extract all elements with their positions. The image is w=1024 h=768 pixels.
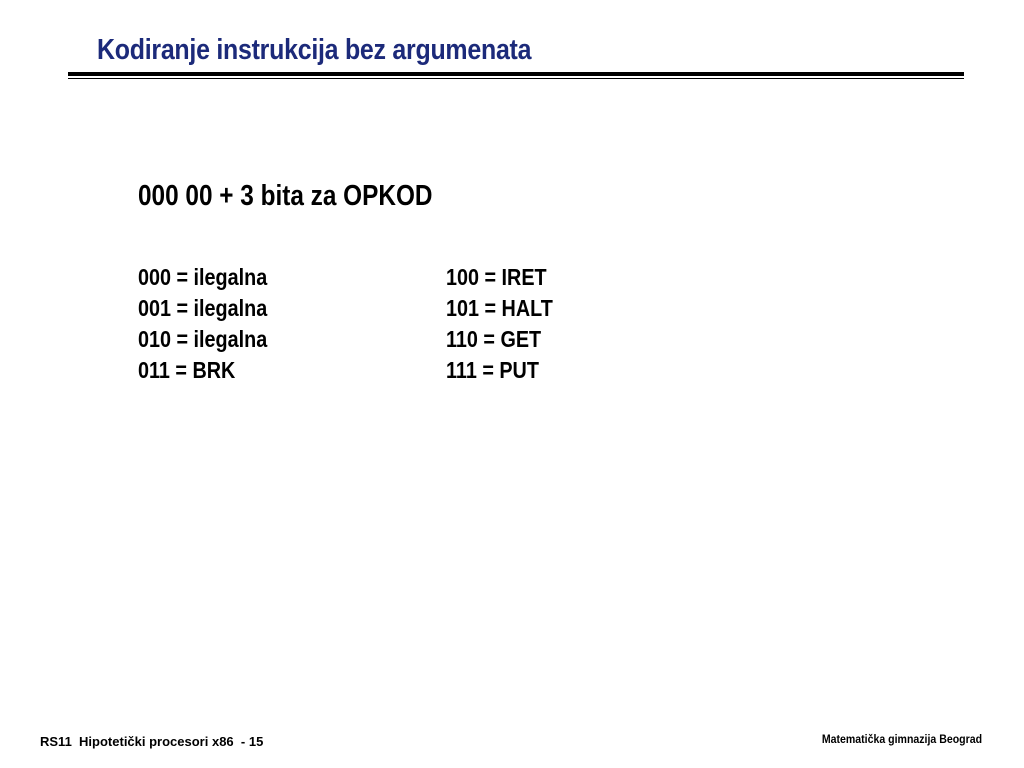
opcode-item: 101 = HALT	[446, 295, 553, 321]
opcode-heading: 000 00 + 3 bita za OPKOD	[138, 180, 433, 212]
opcode-list-right	[446, 262, 570, 386]
footer-slide-info	[40, 734, 263, 749]
footer-separator: -	[240, 734, 246, 749]
footer-school: Matematička gimnazija Beograd	[821, 732, 982, 746]
title-divider-thick	[68, 72, 964, 76]
opcode-item: 111 = PUT	[446, 357, 539, 383]
slide-title: Kodiranje instrukcija bez argumenata	[97, 34, 532, 66]
page-number: 15	[248, 734, 264, 749]
opcode-item: 010 = ilegalna	[138, 326, 268, 352]
title-divider-thin	[68, 78, 964, 79]
footer-course: RS11	[40, 734, 72, 749]
opcode-item: 011 = BRK	[138, 357, 236, 383]
opcode-item: 110 = GET	[446, 326, 542, 352]
opcode-item: 001 = ilegalna	[138, 295, 268, 321]
opcode-list-left	[138, 262, 288, 386]
opcode-item: 000 = ilegalna	[138, 264, 268, 290]
opcode-item: 100 = IRET	[446, 264, 547, 290]
footer-topic: Hipotetički procesori x86	[79, 734, 234, 749]
